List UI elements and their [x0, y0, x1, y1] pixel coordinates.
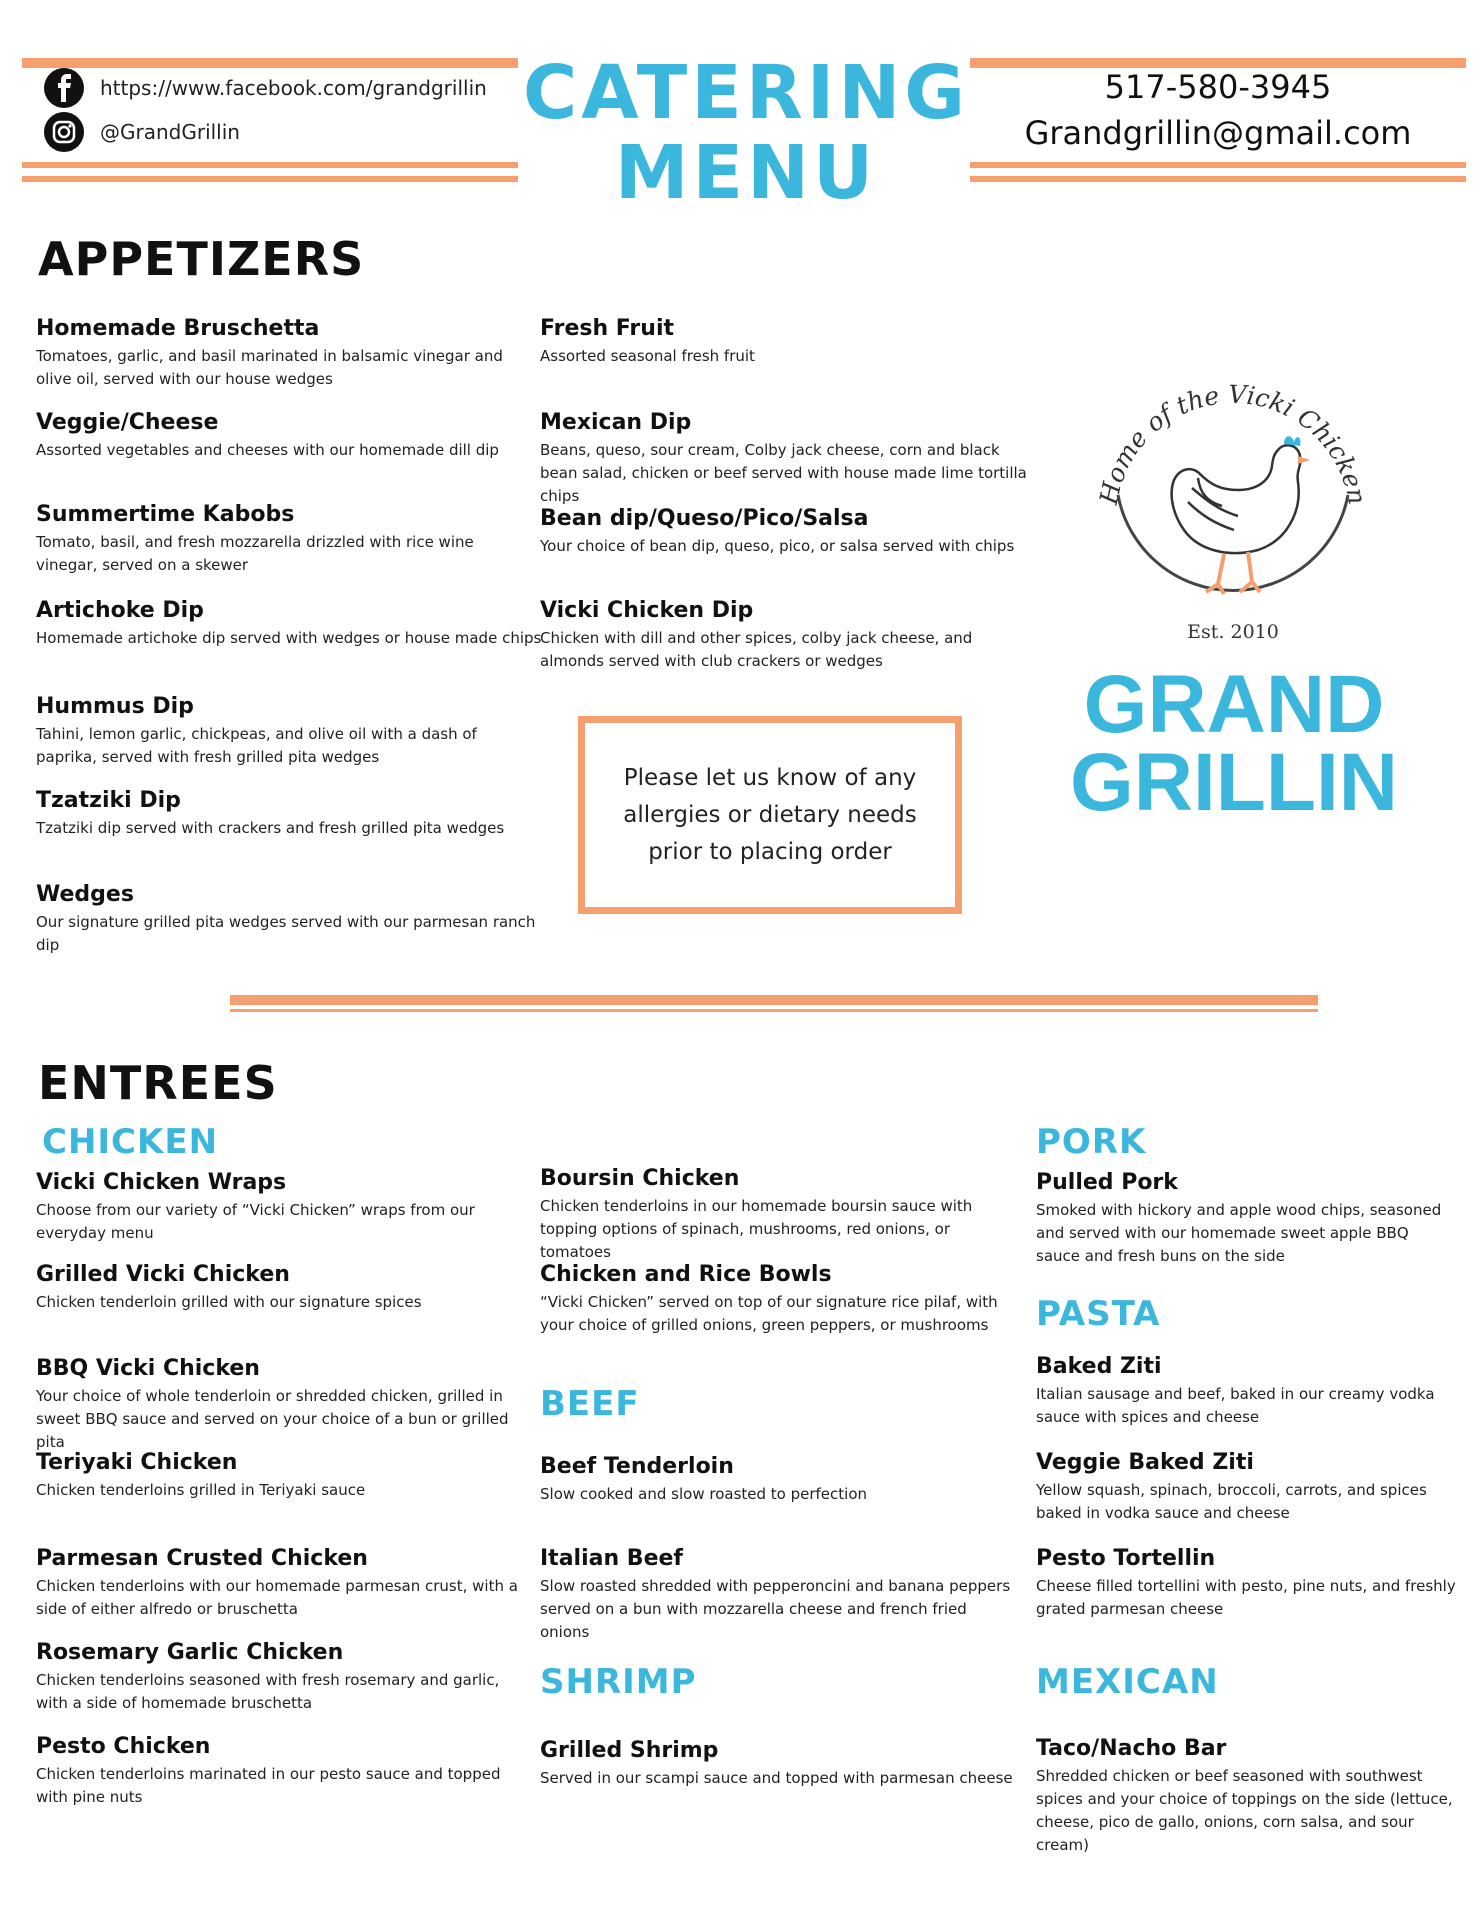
menu-item: [1036, 1450, 1456, 1525]
item-name: Chicken and Rice Bowls: [540, 1262, 832, 1287]
menu-item: [36, 1170, 516, 1245]
item-desc: Homemade artichoke dip served with wedges or house made chips: [36, 629, 542, 647]
item-desc: Chicken tenderloins in our homemade boursin sauce with topping options of spinach, mushrooms, red onions, or tomatoes: [540, 1197, 973, 1261]
header-stripe-right-top: [970, 58, 1466, 68]
menu-item: [540, 1166, 1020, 1264]
menu-item: [540, 598, 1030, 673]
facebook-icon[interactable]: [44, 68, 84, 108]
item-name: Baked Ziti: [1036, 1354, 1162, 1379]
item-desc: Your choice of whole tenderloin or shredded chicken, grilled in sweet BBQ sauce and served on your choice of a bun or grilled pita: [36, 1387, 509, 1451]
item-desc: Served in our scampi sauce and topped with parmesan cheese: [540, 1769, 1013, 1787]
item-desc: Chicken tenderloins with our homemade parmesan crust, with a side of either alfredo or bruschetta: [36, 1577, 518, 1618]
chicken-icon: [1172, 445, 1301, 553]
menu-item: [36, 1546, 526, 1621]
item-desc: Cheese filled tortellini with pesto, pine nuts, and freshly grated parmesan cheese: [1036, 1577, 1456, 1618]
item-desc: Our signature grilled pita wedges served with our parmesan ranch dip: [36, 913, 536, 954]
pasta-heading: PASTA: [1036, 1294, 1161, 1334]
item-name: Homemade Bruschetta: [36, 316, 320, 341]
item-desc: Chicken tenderloin grilled with our signature spices: [36, 1293, 422, 1311]
instagram-icon[interactable]: [44, 112, 84, 152]
menu-item: [540, 1738, 1020, 1790]
menu-item: [36, 1450, 516, 1502]
mexican-heading: MEXICAN: [1036, 1662, 1219, 1702]
facebook-link[interactable]: https://www.facebook.com/grandgrillin: [100, 76, 487, 100]
instagram-handle[interactable]: @GrandGrillin: [100, 120, 240, 144]
menu-item: [540, 1262, 1020, 1337]
header-stripe-left-bottom-2: [22, 176, 518, 182]
item-desc: Smoked with hickory and apple wood chips, seasoned and served with our homemade sweet apple BBQ sauce and fresh buns on the side: [1036, 1201, 1442, 1265]
menu-item: [1036, 1170, 1456, 1268]
header-stripe-right-bottom-1: [970, 162, 1466, 168]
vicki-chicken-logo: [1088, 370, 1378, 660]
menu-item: [540, 506, 1030, 558]
header-stripe-left-bottom-1: [22, 162, 518, 168]
page-title-line1: CATERING: [522, 50, 970, 136]
item-desc: Slow cooked and slow roasted to perfection: [540, 1485, 868, 1503]
item-name: Beef Tenderloin: [540, 1454, 734, 1479]
item-name: Pulled Pork: [1036, 1170, 1178, 1195]
item-name: Grilled Shrimp: [540, 1738, 719, 1763]
logo: [1088, 370, 1378, 660]
brand-name-line2: GRILLIN: [1070, 737, 1398, 828]
menu-item: [36, 410, 536, 462]
email-address[interactable]: Grandgrillin@gmail.com: [1024, 114, 1412, 152]
item-name: Tzatziki Dip: [36, 788, 181, 813]
menu-item: [540, 1454, 1020, 1506]
item-desc: Chicken tenderloins grilled in Teriyaki sauce: [36, 1481, 366, 1499]
menu-item: [36, 1640, 516, 1715]
beef-heading: BEEF: [540, 1384, 640, 1424]
header-stripe-left-top: [22, 58, 518, 68]
menu-item: [36, 788, 536, 840]
item-name: Wedges: [36, 882, 134, 907]
menu-item: [1036, 1736, 1456, 1857]
chicken-beak: [1298, 456, 1310, 464]
item-name: Parmesan Crusted Chicken: [36, 1546, 368, 1571]
item-desc: Tzatziki dip served with crackers and fresh grilled pita wedges: [36, 819, 505, 837]
page-title-line2: MENU: [614, 130, 878, 216]
item-name: Italian Beef: [540, 1546, 683, 1571]
item-name: Bean dip/Queso/Pico/Salsa: [540, 506, 869, 531]
item-name: Pesto Chicken: [36, 1734, 211, 1759]
item-desc: Tomatoes, garlic, and basil marinated in balsamic vinegar and olive oil, served with our house wedges: [36, 347, 503, 388]
item-name: Vicki Chicken Dip: [540, 598, 754, 623]
appetizers-heading: APPETIZERS: [38, 232, 365, 286]
allergy-notice: Please let us know of any allergies or dietary needs prior to placing order: [578, 716, 962, 914]
item-desc: Assorted seasonal fresh fruit: [540, 347, 755, 365]
item-name: Rosemary Garlic Chicken: [36, 1640, 344, 1665]
item-desc: Slow roasted shredded with pepperoncini and banana peppers served on a bun with mozzarella cheese and french fried onions: [540, 1577, 1011, 1641]
menu-item: [36, 1262, 516, 1314]
item-desc: “Vicki Chicken” served on top of our signature rice pilaf, with your choice of grilled onions, green peppers, or mushrooms: [540, 1293, 998, 1334]
item-name: Pesto Tortellin: [1036, 1546, 1216, 1571]
item-name: Vicki Chicken Wraps: [36, 1170, 287, 1195]
menu-item: [36, 694, 536, 769]
menu-item: [1036, 1546, 1456, 1621]
item-name: Boursin Chicken: [540, 1166, 740, 1191]
item-name: Teriyaki Chicken: [36, 1450, 238, 1475]
menu-item: [36, 1356, 536, 1454]
item-desc: Shredded chicken or beef seasoned with southwest spices and your choice of toppings on the side (lettuce, cheese, pico de gallo, onions, corn salsa, and sour cream): [1036, 1767, 1453, 1854]
item-desc: Yellow squash, spinach, broccoli, carrots, and spices baked in vodka sauce and cheese: [1036, 1481, 1427, 1522]
item-name: Mexican Dip: [540, 410, 692, 435]
item-name: Taco/Nacho Bar: [1036, 1736, 1227, 1761]
menu-item: [540, 316, 1020, 368]
item-name: Fresh Fruit: [540, 316, 674, 341]
item-desc: Your choice of bean dip, queso, pico, or salsa served with chips: [540, 537, 1015, 555]
logo-circle: [1118, 495, 1348, 590]
phone-number[interactable]: 517-580-3945: [1104, 68, 1332, 106]
item-name: Summertime Kabobs: [36, 502, 295, 527]
shrimp-heading: SHRIMP: [540, 1662, 697, 1702]
menu-item: [36, 502, 536, 577]
chicken-heading: CHICKEN: [42, 1122, 219, 1162]
logo-est: Est. 2010: [1187, 621, 1279, 643]
item-desc: Chicken with dill and other spices, colby jack cheese, and almonds served with club crackers or wedges: [540, 629, 973, 670]
menu-item: [36, 1734, 516, 1809]
pork-heading: PORK: [1036, 1122, 1147, 1162]
brand-name-line1: GRAND: [1083, 659, 1385, 750]
item-desc: Tahini, lemon garlic, chickpeas, and olive oil with a dash of paprika, served with fresh grilled pita wedges: [36, 725, 477, 766]
item-desc: Choose from our variety of “Vicki Chicken” wraps from our everyday menu: [36, 1201, 475, 1242]
item-desc: Assorted vegetables and cheeses with our homemade dill dip: [36, 441, 499, 459]
item-name: Hummus Dip: [36, 694, 194, 719]
item-desc: Beans, queso, sour cream, Colby jack cheese, corn and black bean salad, chicken or beef served with house made lime tortilla chips: [540, 441, 1027, 505]
entrees-heading: ENTREES: [38, 1056, 278, 1110]
menu-item: [36, 882, 536, 957]
section-divider-thin: [230, 1009, 1318, 1012]
item-name: BBQ Vicki Chicken: [36, 1356, 260, 1381]
menu-item: [1036, 1354, 1456, 1429]
menu-item: [540, 410, 1030, 508]
item-desc: Chicken tenderloins seasoned with fresh rosemary and garlic, with a side of homemade bruschetta: [36, 1671, 500, 1712]
item-desc: Tomato, basil, and fresh mozzarella drizzled with rice wine vinegar, served on a skewer: [36, 533, 474, 574]
item-name: Artichoke Dip: [36, 598, 204, 623]
header-stripe-right-bottom-2: [970, 176, 1466, 182]
item-name: Veggie/Cheese: [36, 410, 219, 435]
section-divider: [230, 995, 1318, 1005]
menu-item: [36, 316, 536, 391]
menu-item: [540, 1546, 1020, 1644]
item-desc: Italian sausage and beef, baked in our creamy vodka sauce with spices and cheese: [1036, 1385, 1435, 1426]
menu-item: [36, 598, 556, 650]
item-name: Veggie Baked Ziti: [1036, 1450, 1254, 1475]
logo-arc-text: Home of the Vicki Chicken: [1093, 379, 1372, 507]
item-desc: Chicken tenderloins marinated in our pesto sauce and topped with pine nuts: [36, 1765, 501, 1806]
item-name: Grilled Vicki Chicken: [36, 1262, 290, 1287]
